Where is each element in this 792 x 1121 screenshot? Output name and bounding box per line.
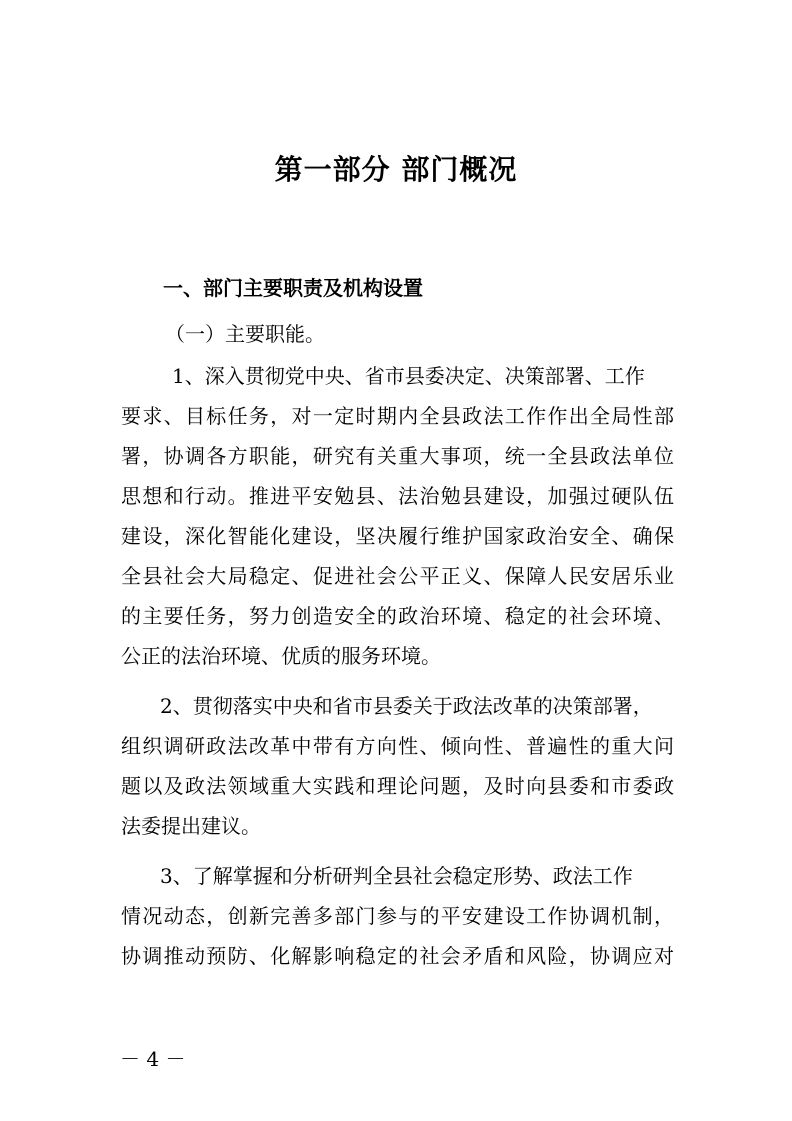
paragraph-1-line-1: 1、深入贯彻党中央、省市县委决定、决策部署、工作	[172, 364, 645, 388]
page-title: 第一部分 部门概况	[274, 153, 518, 186]
paragraph-1-line-4: 思想和行动。推进平安勉县、法治勉县建设，加强过硬队伍	[121, 484, 674, 508]
paragraph-1-line-3: 署，协调各方职能，研究有关重大事项，统一全县政法单位	[121, 444, 674, 468]
paragraph-1-line-5: 建设，深化智能化建设，坚决履行维护国家政治安全、确保	[121, 524, 674, 548]
paragraph-2-line-3: 题以及政法领域重大实践和理论问题，及时向县委和市委政	[121, 774, 674, 798]
subsection-heading: （一）主要职能。	[165, 322, 325, 346]
paragraph-3-line-2: 情况动态，创新完善多部门参与的平安建设工作协调机制，	[121, 904, 674, 928]
paragraph-3-line-1: 3、了解掌握和分析研判全县社会稳定形势、政法工作	[160, 864, 633, 888]
paragraph-1-line-8: 公正的法治环境、优质的服务环境。	[121, 644, 441, 668]
paragraph-1-line-2: 要求、目标任务，对一定时期内全县政法工作作出全局性部	[121, 404, 674, 428]
paragraph-3-line-3: 协调推动预防、化解影响稳定的社会矛盾和风险，协调应对	[121, 944, 674, 968]
section-heading: 一、部门主要职责及机构设置	[163, 276, 423, 300]
paragraph-2-line-1: 2、贯彻落实中央和省市县委关于政法改革的决策部署，	[160, 694, 653, 718]
paragraph-1-line-7: 的主要任务，努力创造安全的政治环境、稳定的社会环境、	[121, 604, 674, 628]
paragraph-1-line-6: 全县社会大局稳定、促进社会公平正义、保障人民安居乐业	[121, 564, 674, 588]
paragraph-2-line-4: 法委提出建议。	[121, 814, 261, 838]
paragraph-2-line-2: 组织调研政法改革中带有方向性、倾向性、普遍性的重大问	[121, 734, 674, 758]
page-number: － 4 －	[120, 1047, 186, 1071]
